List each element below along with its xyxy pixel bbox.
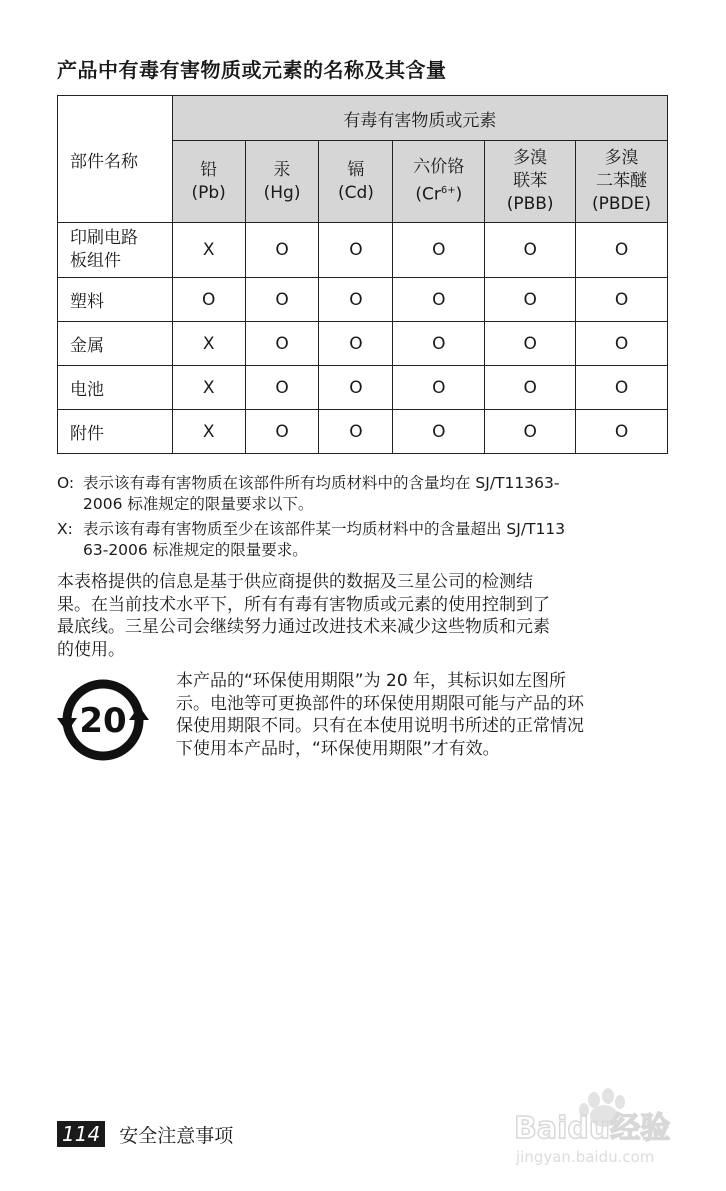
note-tag: X: <box>57 520 73 538</box>
value-cell: O <box>576 410 668 454</box>
hazardous-substance-table <box>57 95 668 454</box>
substance-header-pbde: 多溴 二苯醚 (PBDE) <box>576 141 668 223</box>
value-cell: X <box>172 366 245 410</box>
value-cell: O <box>245 278 319 322</box>
value-cell: O <box>576 278 668 322</box>
note-tag: O: <box>57 474 75 492</box>
baidu-watermark-logo <box>494 1078 694 1168</box>
part-name-cell: 印刷电路 板组件 <box>58 223 173 278</box>
value-cell: X <box>172 223 245 278</box>
substance-group-header: 有毒有害物质或元素 <box>172 96 667 141</box>
value-cell: O <box>172 278 245 322</box>
substance-header-pb: 铅 (Pb) <box>172 141 245 223</box>
svg-text:Baidu经验: Baidu经验 <box>514 1111 671 1146</box>
part-name-header: 部件名称 <box>58 96 173 223</box>
table-row <box>58 223 668 278</box>
table-notes <box>57 473 672 565</box>
value-cell: O <box>245 322 319 366</box>
part-name-cell: 电池 <box>58 366 173 410</box>
substance-header-cr6: 六价铬 $(Cr^{6+})$ <box>393 141 485 223</box>
value-cell: O <box>245 223 319 278</box>
substance-header-pbb: 多溴 联苯 (PBB) <box>485 141 576 223</box>
value-cell: O <box>319 366 393 410</box>
logo-description: 本产品的“环保使用期限”为 20 年，其标识如左图所 示。电池等可更换部件的环保使用期限可能与产品的环 保使用期限不同。只有在本使用说明书所述的正常情况 下使用本产品时，“环保使用期限”才有效。 <box>176 671 584 759</box>
part-name-cell: 塑料 <box>58 278 173 322</box>
info-paragraph: 本表格提供的信息是基于供应商提供的数据及三星公司的检测结 果。在当前技术水平下，所有有毒有害物质或元素的使用控制到了 最底线。三星公司会继续努力通过改进技术来减少这些物质和元素 的使用。 <box>57 572 550 660</box>
value-cell: O <box>245 410 319 454</box>
part-name-cell: 附件 <box>58 410 173 454</box>
environment-friendly-use-period-icon <box>55 674 151 766</box>
value-cell: O <box>393 223 485 278</box>
substance-header-hg: 汞 (Hg) <box>245 141 319 223</box>
value-cell: O <box>319 410 393 454</box>
page-number: 114 <box>57 1121 105 1147</box>
table-row <box>58 366 668 410</box>
value-cell: X <box>172 410 245 454</box>
value-cell: O <box>319 223 393 278</box>
substance-header-cd: 镉 (Cd) <box>319 141 393 223</box>
value-cell: X <box>172 322 245 366</box>
value-cell: O <box>319 278 393 322</box>
part-name-cell: 金属 <box>58 322 173 366</box>
table-row <box>58 322 668 366</box>
svg-text:jingyan.baidu.com: jingyan.baidu.com <box>516 1148 655 1166</box>
value-cell: O <box>245 366 319 410</box>
value-cell: O <box>393 278 485 322</box>
value-cell: O <box>485 366 576 410</box>
table-row <box>58 278 668 322</box>
value-cell: O <box>485 410 576 454</box>
value-cell: O <box>393 322 485 366</box>
value-cell: O <box>576 322 668 366</box>
table-row <box>58 410 668 454</box>
note-o: O: 表示该有毒有害物质在该部件所有均质材料中的含量均在 SJ/T11363- 2006 标准规定的限量要求以下。 <box>57 474 560 513</box>
value-cell: O <box>485 322 576 366</box>
value-cell: O <box>485 223 576 278</box>
logo-number: 20 <box>79 701 127 741</box>
value-cell: O <box>485 278 576 322</box>
section-name: 安全注意事项 <box>119 1124 234 1147</box>
page-footer <box>57 1121 233 1147</box>
value-cell: O <box>576 366 668 410</box>
page-title: 产品中有毒有害物质或元素的名称及其含量 <box>57 58 447 82</box>
value-cell: O <box>319 322 393 366</box>
value-cell: O <box>393 366 485 410</box>
note-x: X: 表示该有毒有害物质至少在该部件某一均质材料中的含量超出 SJ/T113 63-2006 标准规定的限量要求。 <box>57 520 566 559</box>
value-cell: O <box>393 410 485 454</box>
value-cell: O <box>576 223 668 278</box>
